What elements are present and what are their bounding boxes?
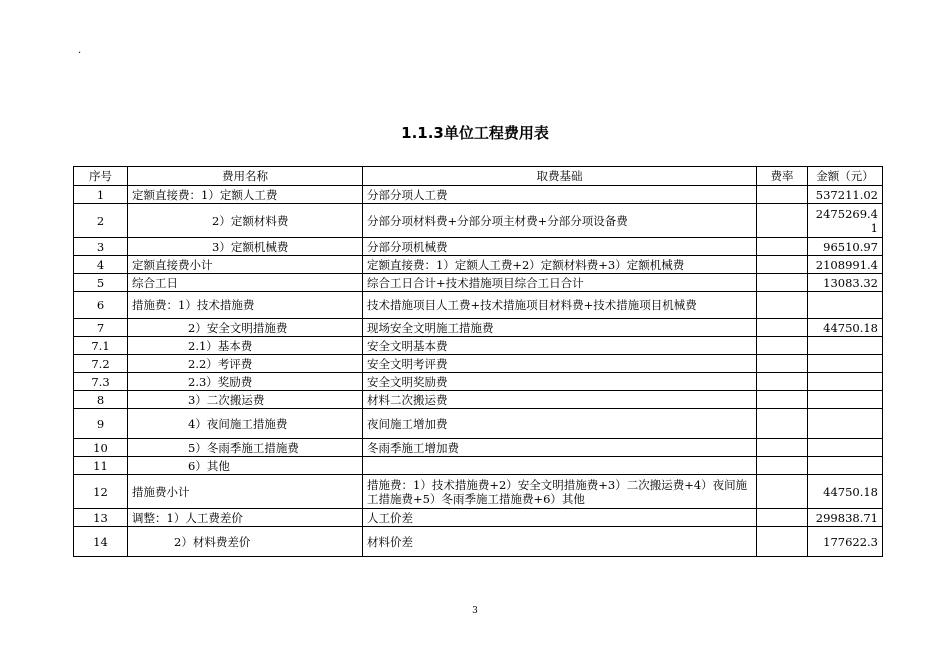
- table-row: [74, 204, 883, 238]
- table-row: [74, 457, 883, 475]
- fee-rate: [757, 475, 808, 509]
- fee-basis: [363, 457, 757, 475]
- fee-name: 4）夜间施工措施费: [128, 409, 363, 439]
- fee-name: 2）材料费差价: [128, 527, 363, 557]
- fee-amount: [808, 292, 883, 319]
- table-row: [74, 319, 883, 337]
- header-basis: 取费基础: [363, 167, 757, 186]
- fee-amount: 299838.71: [808, 509, 883, 527]
- header-no: 序号: [74, 167, 128, 186]
- row-number: 10: [74, 439, 128, 457]
- fee-rate: [757, 337, 808, 355]
- fee-name: 3）二次搬运费: [128, 391, 363, 409]
- header-name: 费用名称: [128, 167, 363, 186]
- fee-amount: [808, 439, 883, 457]
- row-number: 14: [74, 527, 128, 557]
- fee-rate: [757, 238, 808, 256]
- row-number: 7.3: [74, 373, 128, 391]
- header-rate: 费率: [757, 167, 808, 186]
- fee-rate: [757, 256, 808, 274]
- table-row: [74, 186, 883, 204]
- row-number: 7: [74, 319, 128, 337]
- fee-rate: [757, 527, 808, 557]
- fee-amount: 177622.3: [808, 527, 883, 557]
- table-row: [74, 355, 883, 373]
- fee-basis: 技术措施项目人工费+技术措施项目材料费+技术措施项目机械费: [363, 292, 757, 319]
- fee-name: 调整：1）人工费差价: [128, 509, 363, 527]
- page-number: 3: [472, 606, 478, 616]
- table-body: [74, 186, 883, 557]
- fee-name: 5）冬雨季施工措施费: [128, 439, 363, 457]
- fee-name: 3）定额机械费: [128, 238, 363, 256]
- row-number: 7.1: [74, 337, 128, 355]
- fee-amount: [808, 373, 883, 391]
- table-row: [74, 527, 883, 557]
- row-number: 1: [74, 186, 128, 204]
- fee-rate: [757, 292, 808, 319]
- fee-basis: 安全文明奖励费: [363, 373, 757, 391]
- fee-basis: 冬雨季施工增加费: [363, 439, 757, 457]
- fee-amount: 2475269.41: [808, 204, 883, 238]
- fee-basis: 人工价差: [363, 509, 757, 527]
- fee-rate: [757, 319, 808, 337]
- fee-basis: 安全文明考评费: [363, 355, 757, 373]
- fee-name: 2.1）基本费: [128, 337, 363, 355]
- fee-basis: 夜间施工增加费: [363, 409, 757, 439]
- row-number: 3: [74, 238, 128, 256]
- table-row: [74, 256, 883, 274]
- fee-name: 2.2）考评费: [128, 355, 363, 373]
- row-number: 9: [74, 409, 128, 439]
- fee-rate: [757, 409, 808, 439]
- fee-rate: [757, 274, 808, 292]
- fee-basis: 分部分项人工费: [363, 186, 757, 204]
- fee-amount: 13083.32: [808, 274, 883, 292]
- fee-amount: 44750.18: [808, 319, 883, 337]
- row-number: 7.2: [74, 355, 128, 373]
- fee-table: [73, 166, 883, 557]
- fee-amount: 44750.18: [808, 475, 883, 509]
- row-number: 8: [74, 391, 128, 409]
- table-row: [74, 391, 883, 409]
- fee-amount: [808, 409, 883, 439]
- row-number: 12: [74, 475, 128, 509]
- table-row: [74, 439, 883, 457]
- fee-name: 措施费：1）技术措施费: [128, 292, 363, 319]
- fee-amount: [808, 337, 883, 355]
- fee-rate: [757, 391, 808, 409]
- fee-amount: 96510.97: [808, 238, 883, 256]
- fee-basis: 措施费：1）技术措施费+2）安全文明措施费+3）二次搬运费+4）夜间施工措施费+5）冬雨季施工措施费+6）其他: [363, 475, 757, 509]
- fee-rate: [757, 186, 808, 204]
- table-header-row: [74, 167, 883, 186]
- row-number: 6: [74, 292, 128, 319]
- table-row: [74, 238, 883, 256]
- fee-rate: [757, 355, 808, 373]
- fee-basis: 分部分项材料费+分部分项主材费+分部分项设备费: [363, 204, 757, 238]
- fee-name: 定额直接费：1）定额人工费: [128, 186, 363, 204]
- fee-rate: [757, 509, 808, 527]
- row-number: 4: [74, 256, 128, 274]
- fee-amount: 537211.02: [808, 186, 883, 204]
- fee-name: 定额直接费小计: [128, 256, 363, 274]
- fee-basis: 材料二次搬运费: [363, 391, 757, 409]
- row-number: 5: [74, 274, 128, 292]
- corner-mark: .: [78, 45, 82, 56]
- fee-basis: 定额直接费：1）定额人工费+2）定额材料费+3）定额机械费: [363, 256, 757, 274]
- table-row: [74, 475, 883, 509]
- page-title: 1.1.3单位工程费用表: [401, 124, 549, 142]
- fee-basis: 材料价差: [363, 527, 757, 557]
- fee-rate: [757, 439, 808, 457]
- row-number: 11: [74, 457, 128, 475]
- table-row: [74, 274, 883, 292]
- table-row: [74, 409, 883, 439]
- table-row: [74, 373, 883, 391]
- fee-amount: [808, 457, 883, 475]
- fee-basis: 分部分项机械费: [363, 238, 757, 256]
- fee-basis: 现场安全文明施工措施费: [363, 319, 757, 337]
- fee-amount: [808, 391, 883, 409]
- fee-amount: [808, 355, 883, 373]
- fee-basis: 安全文明基本费: [363, 337, 757, 355]
- fee-basis: 综合工日合计+技术措施项目综合工日合计: [363, 274, 757, 292]
- fee-rate: [757, 204, 808, 238]
- fee-name: 措施费小计: [128, 475, 363, 509]
- fee-amount: 2108991.4: [808, 256, 883, 274]
- fee-name: 2）安全文明措施费: [128, 319, 363, 337]
- fee-name: 6）其他: [128, 457, 363, 475]
- row-number: 2: [74, 204, 128, 238]
- header-amount: 金额（元）: [808, 167, 883, 186]
- fee-rate: [757, 373, 808, 391]
- table-row: [74, 292, 883, 319]
- fee-name: 综合工日: [128, 274, 363, 292]
- fee-rate: [757, 457, 808, 475]
- fee-name: 2.3）奖励费: [128, 373, 363, 391]
- table-row: [74, 337, 883, 355]
- row-number: 13: [74, 509, 128, 527]
- fee-name: 2）定额材料费: [128, 204, 363, 238]
- table-row: [74, 509, 883, 527]
